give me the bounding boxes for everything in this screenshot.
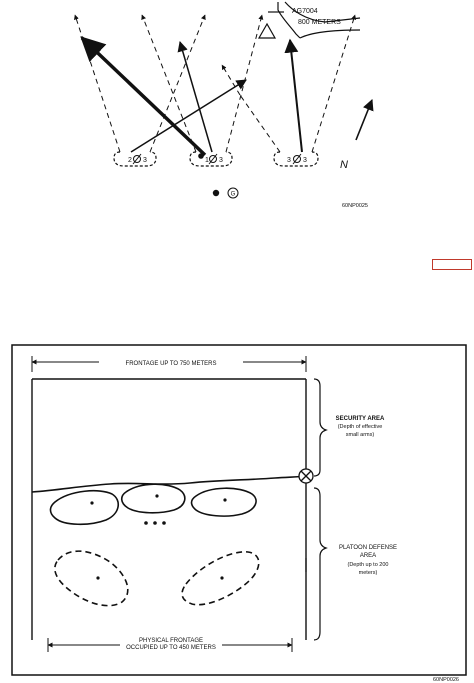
squad-position-left xyxy=(50,491,118,525)
squad-leader-dots xyxy=(90,494,226,524)
figure-frame xyxy=(12,345,466,675)
physical-frontage-label-line2: OCCUPIED UP TO 450 METERS xyxy=(126,645,216,651)
checkpoint-triangle-icon xyxy=(259,24,275,38)
legend-dot-icon xyxy=(213,190,219,196)
platoon-area-bracket xyxy=(314,488,326,640)
position-3-right-number: 3 xyxy=(303,157,307,164)
terrain-area xyxy=(32,379,306,640)
platoon-area-line4: meters) xyxy=(358,570,378,576)
checkpoint-label: AG7004 xyxy=(292,8,318,15)
rear-position-dots xyxy=(96,576,223,579)
security-area-line1: (Depth of effective xyxy=(337,424,383,430)
principal-direction-arrow-3 xyxy=(290,40,302,152)
squad-positions-front xyxy=(50,484,256,524)
physical-frontage-label-line1: PHYSICAL FRONTAGE xyxy=(138,638,204,644)
bottom-figure-id: 60NP0026 xyxy=(433,677,459,683)
squad-position-center xyxy=(122,484,185,513)
position-2-left-number: 2 xyxy=(128,157,132,164)
squad-positions-rear xyxy=(55,551,259,606)
rear-position-left xyxy=(55,551,128,606)
position-2-right-number: 3 xyxy=(143,157,147,164)
platoon-area-line2: AREA xyxy=(359,553,377,559)
highlight-box xyxy=(432,259,472,270)
fire-direction-arrows xyxy=(82,38,302,155)
leader-position-dot-icon xyxy=(198,153,204,159)
no-fire-symbol-icon xyxy=(293,154,301,164)
platoon-defense-figure xyxy=(12,345,466,683)
forward-edge-line xyxy=(32,476,306,492)
rear-position-right xyxy=(182,552,259,605)
squad-position-right xyxy=(192,488,257,516)
no-fire-symbol-icon xyxy=(133,154,141,164)
distance-label: 800 METERS xyxy=(298,19,341,26)
fire-sectors-figure xyxy=(75,2,372,209)
position-1-right-number: 3 xyxy=(219,157,223,164)
legend-symbol-letter: G xyxy=(230,191,236,198)
sector-limit-lines xyxy=(75,15,355,152)
weapon-position-3 xyxy=(274,152,318,166)
security-area-title: SECURITY AREA xyxy=(335,416,385,422)
coordination-point-icon xyxy=(299,469,313,483)
position-3-left-number: 3 xyxy=(287,157,291,164)
top-figure-id: 60NP0025 xyxy=(342,203,368,209)
security-area-bracket xyxy=(314,379,326,476)
security-area-line2: small arms) xyxy=(345,432,375,438)
weapon-position-1 xyxy=(190,152,232,166)
platoon-area-line1: PLATOON DEFENSE xyxy=(338,545,398,551)
platoon-area-line3: (Depth up to 200 xyxy=(347,562,389,568)
weapon-position-2 xyxy=(114,152,156,166)
frontage-label: FRONTAGE UP TO 750 METERS xyxy=(125,361,217,367)
final-protective-line xyxy=(82,38,205,155)
no-fire-symbol-icon xyxy=(209,154,217,164)
north-arrow-icon xyxy=(340,100,372,171)
legend-symbol xyxy=(228,188,238,198)
position-1-left-number: 1 xyxy=(205,157,209,164)
north-label: N xyxy=(340,159,348,171)
